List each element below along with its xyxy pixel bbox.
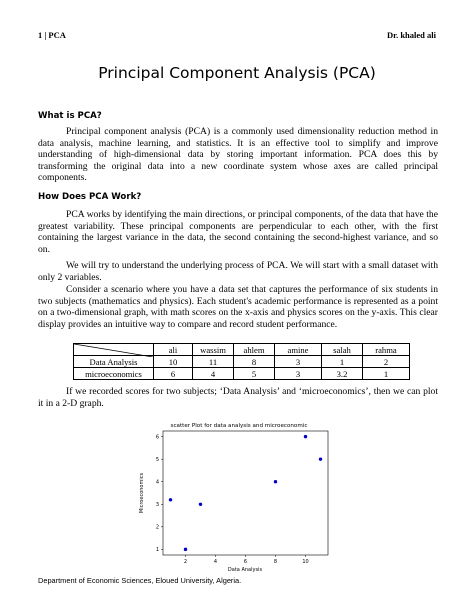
y-tick-label: 2 [155,524,159,531]
scatter-point [274,480,277,483]
table-row-label: Data Analysis [74,356,154,368]
table-cell: 6 [154,368,193,380]
x-tick-label: 2 [183,559,188,565]
paragraph-pca-definition: Principal component analysis (PCA) is a commonly used dimensionality reduction method in data analysis, machine learning, and statistics. It is an effective tool to simplify and improve understanding of high-dimensional data by storing important information. PCA does this by transforming the original data into a new coordinate system whose axes are called principal components. [38,126,438,184]
heading-what-is-pca: What is PCA? [38,111,102,121]
table-cell: 3 [275,356,322,368]
paragraph-scenario: Consider a scenario where you have a data set that captures the performance of six students in two subjects (mathematics and physics). Each student's academic performance is represented as a point on a two-dimensional graph, with math scores on the x-axis and physics scores on the y-axis. This clear display provides an intuitive way to compare and record student performance. [38,284,438,330]
y-tick-label: 4 [155,479,159,486]
table-col-header: ali [154,344,193,356]
table-cell: 2 [363,356,410,368]
table-header-row [74,344,410,356]
table-cell: 10 [154,356,193,368]
paragraph-pca-works: PCA works by identifying the main directions, or principal components, of the data that have the greatest variability. These principal components are perpendicular to each other, with the first containing the largest variance in the data, the second containing the second-highest variance, and so on. [38,209,438,255]
table-cell: 5 [234,368,275,380]
chart-title: scatter Plot for data analysis and microeconomic [170,423,308,429]
paragraph-two-subjects: If we recorded scores for two subjects; ‘Data Analysis’ and ‘microeconomics’, then we can plot it in a 2-D graph. [38,386,438,409]
table-cell: 11 [193,356,234,368]
table-col-header: ahlem [234,344,275,356]
table-col-header: rahma [363,344,410,356]
diagonal-line [74,344,153,357]
y-tick-label: 1 [155,547,159,554]
table-row-label: microeconomics [74,368,154,380]
plot-frame [163,431,328,555]
scatter-point [304,435,307,438]
table-row [74,356,410,368]
x-tick-label: 8 [273,559,278,565]
page-title: Principal Component Analysis (PCA) [98,64,376,82]
x-tick-label: 4 [213,559,218,565]
table-cell: 4 [193,368,234,380]
scatter-point [319,457,322,460]
table-cell: 3 [275,368,322,380]
table-cell: 8 [234,356,275,368]
x-axis-label: Data Analysis [227,567,263,573]
scatter-point [199,503,202,506]
table-col-header: wassim [193,344,234,356]
footer: Department of Economic Sciences, Eloued University, Algeria. [38,576,242,585]
scores-table [73,343,410,380]
table-corner-cell [74,344,154,356]
heading-how-pca-works: How Does PCA Work? [38,192,142,202]
table-row [74,368,410,380]
x-tick-label: 10 [302,559,309,565]
table-col-header: salah [322,344,363,356]
scatter-point [169,498,172,501]
y-tick-label: 6 [155,434,159,441]
table-cell: 3.2 [322,368,363,380]
x-tick-label: 6 [243,559,248,565]
table-cell: 1 [363,368,410,380]
table-cell: 1 [322,356,363,368]
header-right: Dr. khaled ali [386,30,436,40]
header-left: 1 | PCA [38,30,66,40]
paragraph-underlying-process: We will try to understand the underlying process of PCA. We will start with a small dataset with only 2 variables. [38,260,438,283]
scatter-chart [133,417,338,575]
table-col-header: amine [275,344,322,356]
y-tick-label: 5 [155,456,159,463]
scatter-point [184,548,187,551]
y-axis-label: Microeconomics [139,472,145,514]
y-tick-label: 3 [155,502,159,509]
